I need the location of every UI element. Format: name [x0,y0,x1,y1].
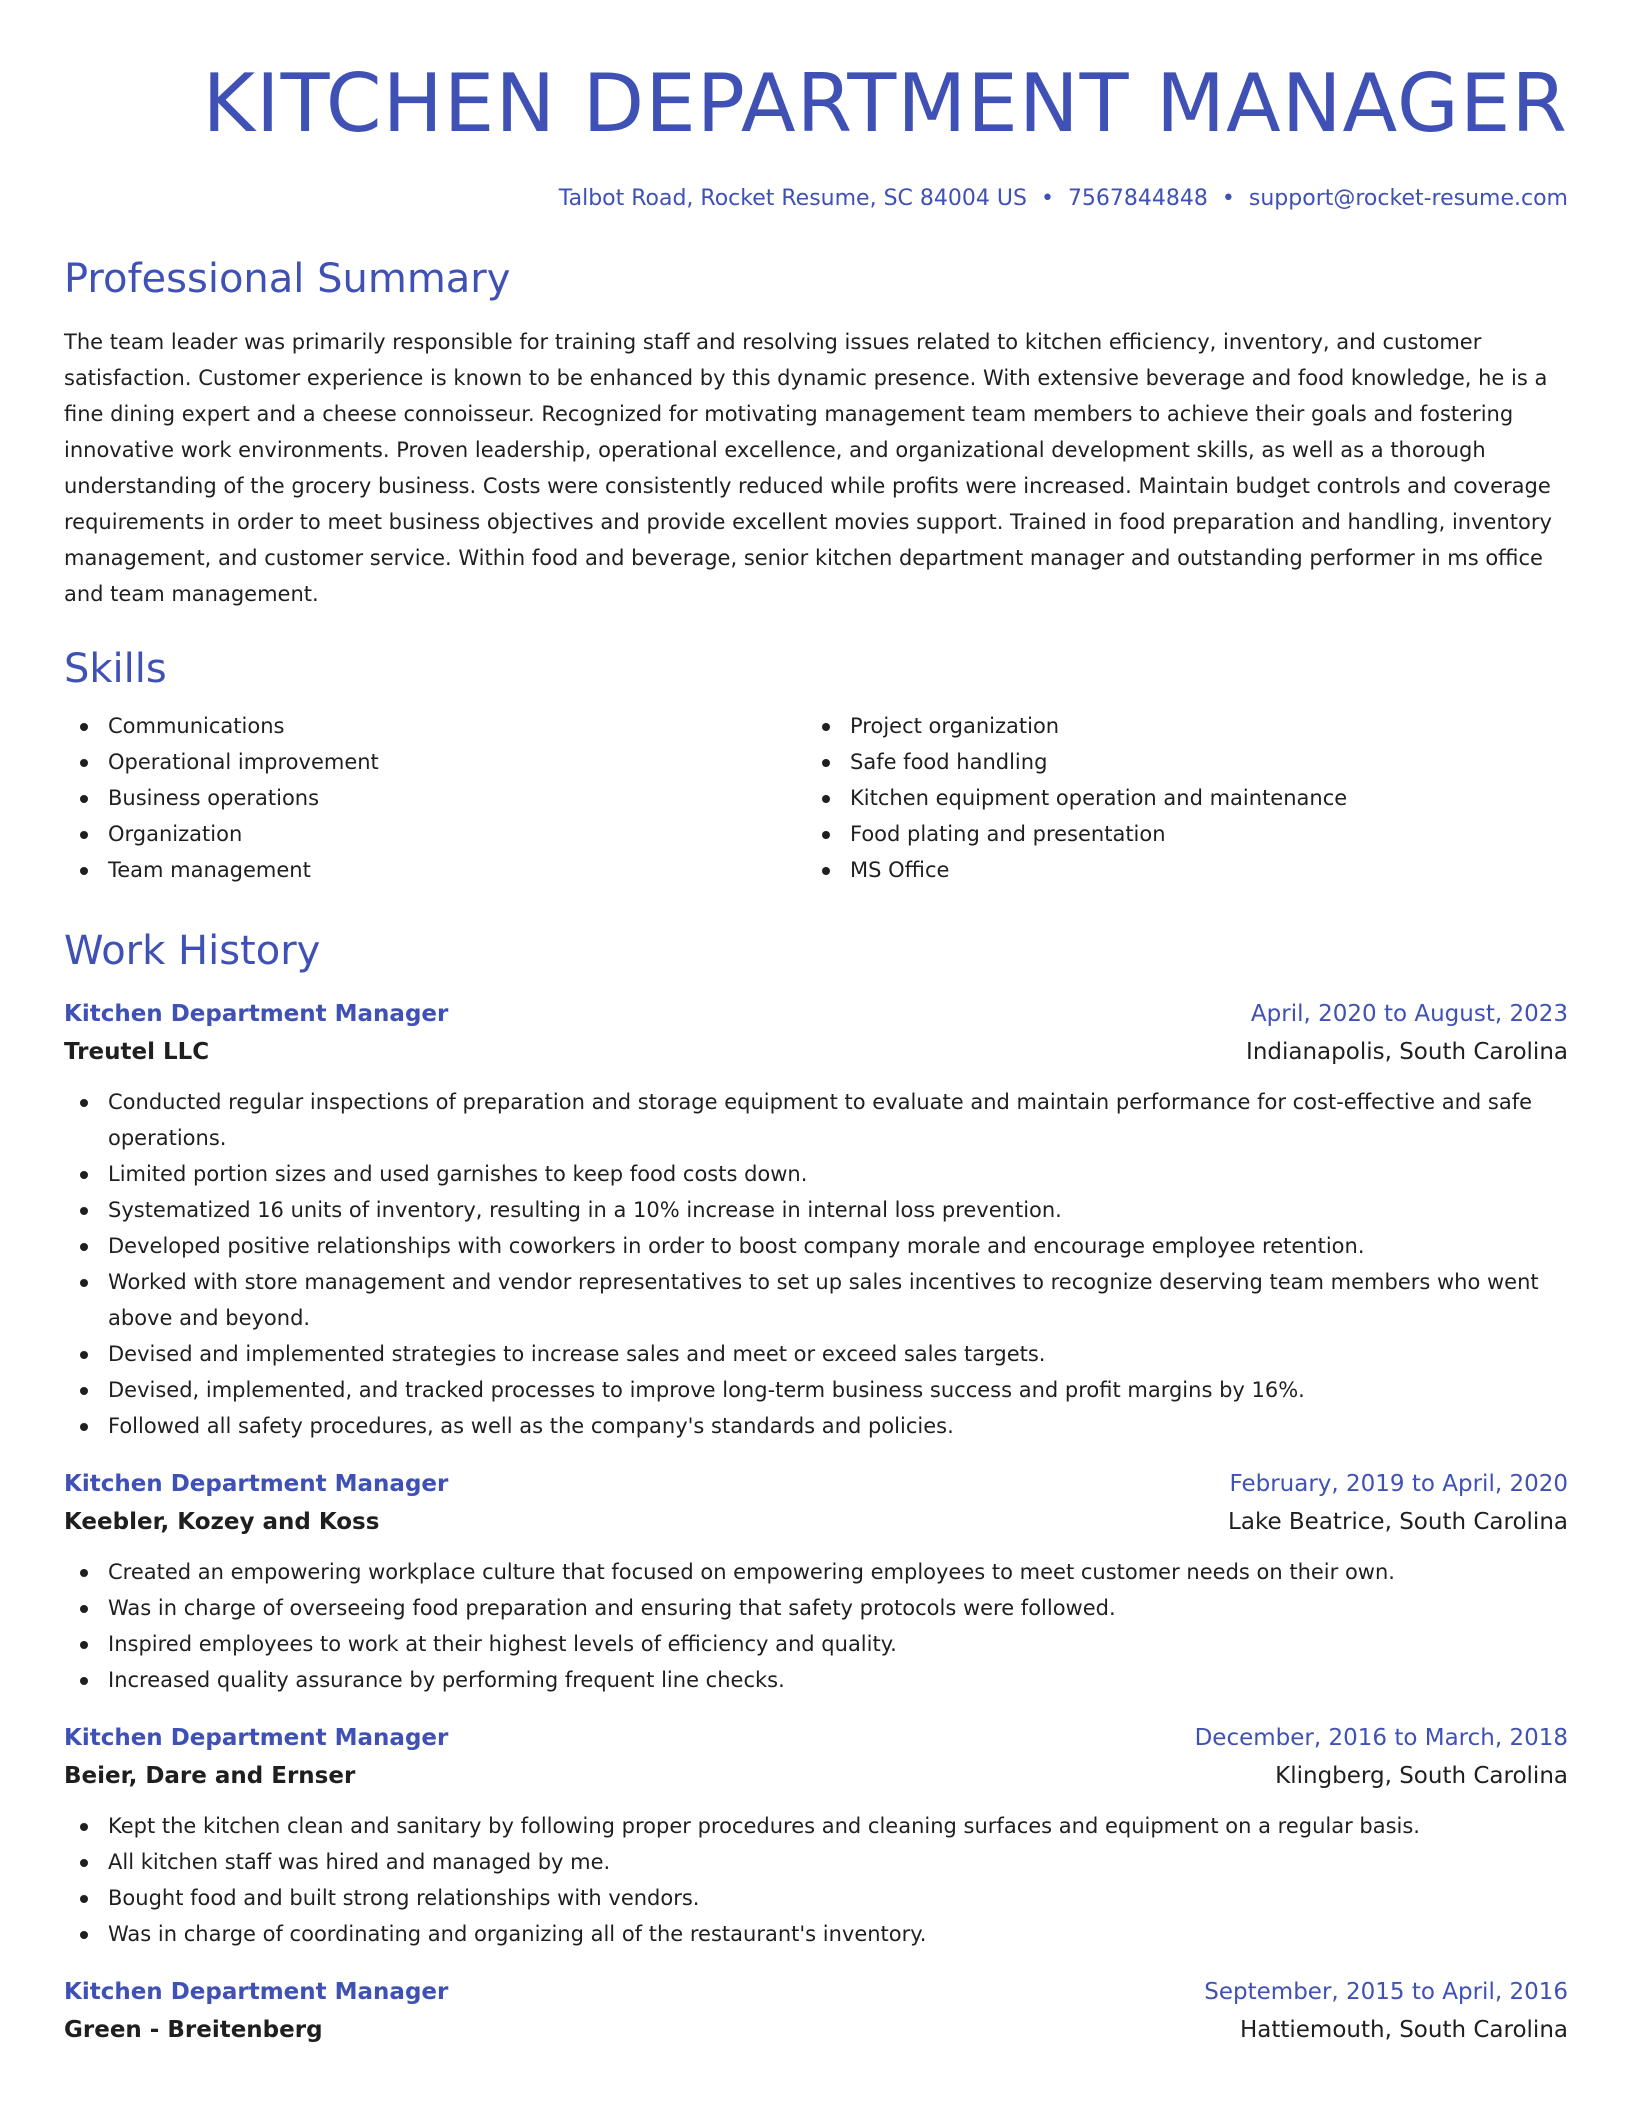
skills-column-left [64,708,806,888]
job-company: Treutel LLC [64,1039,210,1065]
phone: 7567844848 [1067,186,1208,211]
job-header [64,1974,1568,2010]
duty-item: Bought food and built strong relationships with vendors. [64,1880,1568,1916]
skill-item: MS Office [806,852,1548,888]
job-entry [64,1974,1568,2050]
job-dates: December, 2016 to March, 2018 [1194,1725,1568,1751]
summary-text: The team leader was primarily responsible for training staff and resolving issues related to kitchen efficiency, inventory, and customer satisfaction. Customer experience is known to be enhanced by this dynamic presence. With extensive beverage and food knowledge, he is a fine dining expert and a cheese connoisseur. Recognized for motivating management team members to achieve their goals and fostering innovative work environments. Proven leadership, operational excellence, and organizational development skills, as well as a thorough understanding of the grocery business. Costs were consistently reduced while profits were increased. Maintain budget controls and coverage requirements in order to meet business objectives and provide excellent movies support. Trained in food preparation and handling, inventory management, and customer service. Within food and beverage, senior kitchen department manager and outstanding performer in ms office and team management. [64,330,1552,606]
skill-item: Operational improvement [64,744,806,780]
job-entry [64,1466,1568,1698]
job-title: Kitchen Department Manager [64,1471,449,1497]
job-subheader [64,2010,1568,2050]
duty-item: Conducted regular inspections of preparation and storage equipment to evaluate and maintain performance for cost-effective and safe operations. [64,1084,1568,1156]
resume-page [64,0,1568,2050]
duty-item: Was in charge of coordinating and organizing all of the restaurant's inventory. [64,1916,1568,1952]
skill-item: Safe food handling [806,744,1548,780]
job-title: Kitchen Department Manager [64,1725,449,1751]
skills-column-right [806,708,1548,888]
job-subheader [64,1502,1568,1542]
job-header [64,1720,1568,1756]
job-duties [64,1084,1568,1444]
skill-item: Food plating and presentation [806,816,1548,852]
duty-item: Systematized 16 units of inventory, resulting in a 10% increase in internal loss prevention. [64,1192,1568,1228]
job-title: Kitchen Department Manager [64,1979,449,2005]
duty-item: Worked with store management and vendor representatives to set up sales incentives to recognize deserving team members who went above and beyond. [64,1264,1568,1336]
job-dates: April, 2020 to August, 2023 [1250,1001,1568,1027]
separator-dot: • [1040,186,1054,211]
job-company: Beier, Dare and Ernser [64,1763,356,1789]
skill-item: Team management [64,852,806,888]
job-entry [64,996,1568,1444]
job-header [64,1466,1568,1502]
work-history-heading: Work History [64,928,321,974]
duty-item: Created an empowering workplace culture that focused on empowering employees to meet customer needs on their own. [64,1554,1568,1590]
skill-item: Business operations [64,780,806,816]
duty-item: Devised, implemented, and tracked processes to improve long-term business success and profit margins by 16%. [64,1372,1568,1408]
skill-item: Communications [64,708,806,744]
job-dates: September, 2015 to April, 2016 [1204,1979,1568,2005]
skills-list [64,708,1568,888]
job-location: Klingberg, South Carolina [1275,1763,1568,1789]
duty-item: Devised and implemented strategies to increase sales and meet or exceed sales targets. [64,1336,1568,1372]
duty-item: Was in charge of overseeing food preparation and ensuring that safety protocols were followed. [64,1590,1568,1626]
summary-heading: Professional Summary [64,256,511,302]
address: Talbot Road, Rocket Resume, SC 84004 US [558,186,1027,211]
skill-item: Project organization [806,708,1548,744]
job-duties [64,1808,1568,1952]
job-subheader [64,1756,1568,1796]
duty-item: All kitchen staff was hired and managed by me. [64,1844,1568,1880]
job-company: Green - Breitenberg [64,2017,323,2043]
duty-item: Increased quality assurance by performing frequent line checks. [64,1662,1568,1698]
duty-item: Followed all safety procedures, as well as the company's standards and policies. [64,1408,1568,1444]
job-subheader [64,1032,1568,1072]
job-header [64,996,1568,1032]
duty-item: Developed positive relationships with coworkers in order to boost company morale and encourage employee retention. [64,1228,1568,1264]
contact-line [64,184,1568,214]
job-location: Hattiemouth, South Carolina [1239,2017,1568,2043]
duty-item: Inspired employees to work at their highest levels of efficiency and quality. [64,1626,1568,1662]
separator-dot: • [1221,186,1235,211]
job-entry [64,1720,1568,1952]
skill-item: Kitchen equipment operation and maintenance [806,780,1548,816]
job-location: Indianapolis, South Carolina [1246,1039,1568,1065]
job-company: Keebler, Kozey and Koss [64,1509,380,1535]
job-title: Kitchen Department Manager [64,1001,449,1027]
job-duties [64,1554,1568,1698]
duty-item: Limited portion sizes and used garnishes to keep food costs down. [64,1156,1568,1192]
candidate-name: KITCHEN DEPARTMENT MANAGER [202,57,1568,150]
duty-item: Kept the kitchen clean and sanitary by following proper procedures and cleaning surfaces and equipment on a regular basis. [64,1808,1568,1844]
skill-item: Organization [64,816,806,852]
email-link[interactable]: support@rocket-resume.com [1248,186,1568,211]
job-dates: February, 2019 to April, 2020 [1229,1471,1568,1497]
job-location: Lake Beatrice, South Carolina [1228,1509,1568,1535]
skills-heading: Skills [64,646,167,692]
